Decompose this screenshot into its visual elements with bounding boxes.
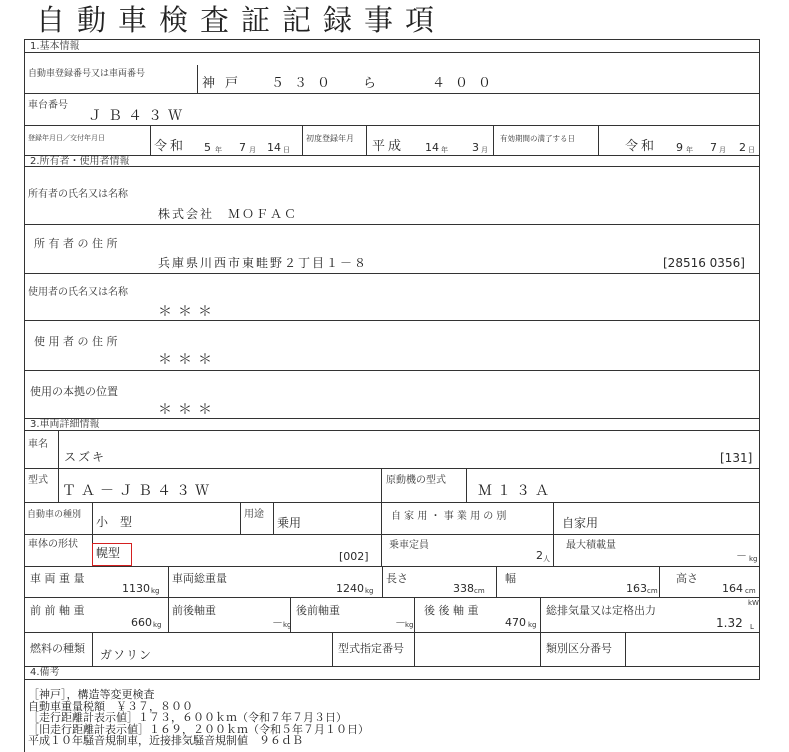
remark-line: ［旧走行距離計表示値］１６９，２００ｋｍ（令和５年７月１０日）	[28, 722, 369, 736]
rear-rear-axle-label: 後 後 軸 重	[424, 604, 479, 617]
expiry-label: 有効期間の満了する日	[500, 134, 575, 143]
front-front-axle-label: 前 前 軸 重	[30, 604, 85, 617]
section-basic-heading: 1.基本情報	[30, 41, 80, 52]
type-designation-label: 型式指定番号	[338, 642, 404, 655]
remark-line: ［神戸］，構造等変更検査	[28, 688, 155, 701]
section-remarks-heading: 4.備考	[30, 667, 60, 678]
owner-address-label: 所 有 者 の 住 所	[34, 237, 118, 250]
remarks-list	[28, 689, 369, 747]
length-value: 338	[453, 582, 474, 595]
first-reg-label: 初度登録年月	[306, 134, 354, 143]
engine-value: Ｍ１３Ａ	[478, 483, 554, 499]
first-reg-year: 14	[425, 141, 439, 154]
section-owner-heading: 2.所有者・使用者情報	[30, 156, 130, 167]
first-reg-month: 3	[472, 141, 479, 154]
body-shape-value: 幌型	[96, 546, 121, 560]
base-location-value: ＊＊＊	[158, 402, 218, 418]
chassis-label: 車台番号	[28, 100, 68, 111]
rear-front-axle-value: －	[395, 616, 406, 629]
base-location-label: 使用の本拠の位置	[30, 385, 118, 398]
expiry-day: 2	[739, 141, 746, 154]
expiry-month: 7	[710, 141, 717, 154]
section-detail-heading: 3.車両詳細情報	[30, 419, 100, 430]
front-front-axle-value: 660	[131, 616, 152, 629]
vehicle-weight-value: 1130	[122, 582, 150, 595]
user-name-label: 使用者の氏名又は名称	[28, 287, 128, 298]
reg-no-label: 自動車登録番号又は車両番号	[28, 69, 146, 79]
height-value: 164	[722, 582, 743, 595]
purpose-label: 自 家 用 ・ 事 業 用 の 別	[391, 511, 507, 522]
reg-date-month: 7	[239, 141, 246, 154]
class-number-label: 類別区分番号	[546, 642, 612, 655]
length-label: 長さ	[386, 572, 408, 585]
rear-rear-axle-value: 470	[505, 616, 526, 629]
displacement-value: 1.32	[716, 616, 743, 630]
car-name-value: スズキ	[64, 450, 107, 464]
fuel-type-value: ガソリン	[100, 648, 153, 662]
height-label: 高さ	[676, 572, 698, 585]
model-label: 型式	[28, 475, 48, 486]
owner-address-code: [28516 0356]	[663, 256, 745, 270]
first-reg-era: 平成	[372, 139, 405, 154]
vehicle-kind-value: 小 型	[96, 515, 133, 529]
user-address-label: 使 用 者 の 住 所	[34, 335, 118, 348]
owner-address-value: 兵庫県川西市東畦野２丁目１－８	[158, 256, 369, 270]
reg-date-day: 14	[267, 141, 281, 154]
chassis-value: ＪＢ４３Ｗ	[88, 108, 188, 124]
purpose-value: 自家用	[562, 516, 599, 530]
reg-no-value: 神戸 ５３０ ら ４００	[202, 76, 502, 91]
engine-label: 原動機の型式	[386, 475, 446, 486]
document-title: 自動車検査証記録事項	[36, 3, 447, 37]
gross-weight-value: 1240	[336, 582, 364, 595]
use-value: 乗用	[277, 516, 302, 530]
reg-date-label: 登録年月日／交付年月日	[28, 134, 105, 142]
width-value: 163	[626, 582, 647, 595]
model-value: ＴＡ－ＪＢ４３Ｗ	[62, 483, 214, 499]
remark-line: ［走行距離計表示値］１７３，６００ｋｍ（令和７年７月３日）	[28, 711, 347, 725]
width-label: 幅	[505, 572, 516, 585]
user-address-value: ＊＊＊	[158, 352, 218, 368]
gross-weight-label: 車両総重量	[172, 572, 227, 585]
body-shape-code: [002]	[339, 550, 369, 563]
vehicle-weight-label: 車 両 重 量	[30, 572, 85, 585]
body-shape-label: 車体の形状	[28, 539, 78, 550]
owner-name-label: 所有者の氏名又は名称	[28, 189, 128, 200]
car-name-label: 車名	[28, 439, 48, 450]
max-load-label: 最大積載量	[566, 540, 616, 551]
user-name-value: ＊＊＊	[158, 304, 218, 320]
reg-date-era: 令和	[154, 139, 187, 154]
front-rear-axle-label: 前後軸重	[172, 604, 216, 617]
reg-date-year: 5	[204, 141, 211, 154]
remark-line: 自動車重量税額 ￥３７，８００	[28, 699, 193, 713]
max-load-value: －	[736, 549, 747, 562]
rear-front-axle-label: 後前軸重	[296, 604, 340, 617]
expiry-era: 令和	[625, 139, 658, 154]
vehicle-kind-label: 自動車の種別	[27, 510, 82, 520]
fuel-type-label: 燃料の種類	[30, 642, 85, 655]
capacity-label: 乗車定員	[389, 540, 429, 551]
expiry-year: 9	[676, 141, 683, 154]
remark-line: 平成１０年騒音規制車，近接排気騒音規制値 ９６ｄＢ	[28, 734, 303, 748]
owner-name-value: 株式会社 ＭＯＦＡＣ	[158, 207, 299, 221]
car-name-code: [131]	[720, 451, 753, 465]
capacity-value: 2	[536, 549, 543, 562]
displacement-label: 総排気量又は定格出力	[546, 604, 656, 617]
use-label: 用途	[244, 509, 264, 520]
front-rear-axle-value: －	[272, 616, 283, 629]
